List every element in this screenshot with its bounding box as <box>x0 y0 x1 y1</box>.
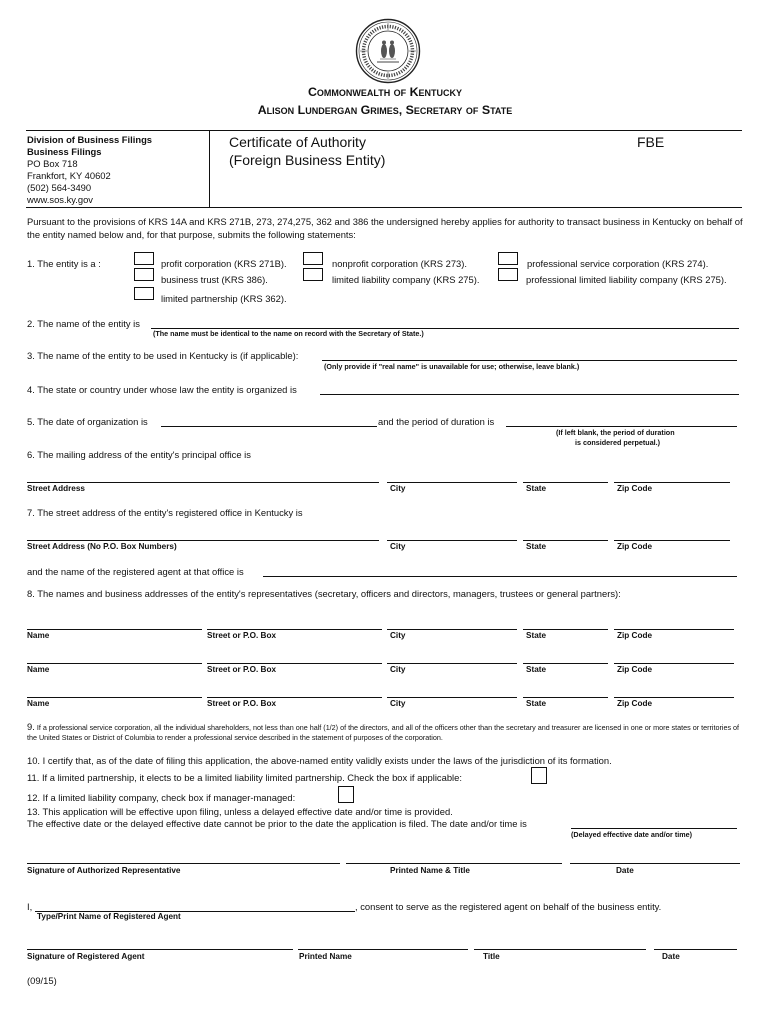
registered-agent-name-field[interactable] <box>263 576 737 577</box>
rep1-street-field[interactable] <box>207 629 382 630</box>
office-website: www.sos.ky.gov <box>27 194 93 205</box>
rep3-label-street: Street or P.O. Box <box>207 699 277 708</box>
s2-note: (The name must be identical to the name on record with the Secretary of State.) <box>153 329 424 338</box>
label-printed-name: Printed Name <box>299 952 352 961</box>
label-agent-signature: Signature of Registered Agent <box>27 952 145 961</box>
rep3-name-field[interactable] <box>27 697 202 698</box>
agent-signature-field[interactable] <box>27 949 293 950</box>
registered-state-field[interactable] <box>523 540 608 541</box>
label-street-no-po: Street Address (No P.O. Box Numbers) <box>27 542 177 551</box>
form-subtitle: (Foreign Business Entity) <box>229 152 386 168</box>
rep1-name-field[interactable] <box>27 629 202 630</box>
office-city: Frankfort, KY 40602 <box>27 170 111 181</box>
label-city-2: City <box>390 542 406 551</box>
s5-note-2: is considered perpetual.) <box>575 438 661 447</box>
label-street-address: Street Address <box>27 484 85 493</box>
intro-text: Pursuant to the provisions of KRS 14A and KRS 271B, 273, 274,275, 362 and 386 the undersigned hereby applies for authority to transact business in Kentucky on behalf of the entity named below and, for that purpose, submits the following statements: <box>27 216 743 240</box>
registered-zip-field[interactable] <box>614 540 730 541</box>
rep2-label-name: Name <box>27 665 50 674</box>
agent-title-field[interactable] <box>474 949 646 950</box>
s5-note-1: (If left blank, the period of duration <box>556 428 675 437</box>
s13-line1: 13. This application will be effective upon filing, unless a delayed effective date and/or time is provided. <box>27 806 453 817</box>
rep1-label-zip: Zip Code <box>617 631 653 640</box>
checkbox-limited-liability-company[interactable] <box>303 268 323 281</box>
rep2-label-state: State <box>526 665 547 674</box>
rep1-label-state: State <box>526 631 547 640</box>
agent-printed-name-field[interactable] <box>298 949 468 950</box>
duration-field[interactable] <box>506 426 737 427</box>
mailing-city-field[interactable] <box>387 482 517 483</box>
label-state: State <box>526 484 547 493</box>
mailing-zip-field[interactable] <box>614 482 730 483</box>
s11-text: 11. If a limited partnership, it elects to be a limited liability limited partnership. Check the box if applicable: <box>27 772 462 783</box>
option-professional-service-corporation: professional service corporation (KRS 274). <box>527 258 709 269</box>
office-bottom-rule <box>26 207 742 208</box>
checkbox-nonprofit-corporation[interactable] <box>303 252 323 265</box>
agent-line-label: and the name of the registered agent at that office is <box>27 566 244 577</box>
authorized-printed-name-field[interactable] <box>346 863 562 864</box>
rep3-street-field[interactable] <box>207 697 382 698</box>
unit-name: Business Filings <box>27 146 102 157</box>
office-divider <box>209 131 210 207</box>
rep2-zip-field[interactable] <box>614 663 734 664</box>
rep2-state-field[interactable] <box>523 663 608 664</box>
checkbox-professional-service-corporation[interactable] <box>498 252 518 265</box>
s1-label: 1. The entity is a : <box>27 258 101 269</box>
s5-mid: and the period of duration is <box>378 416 495 427</box>
label-title: Title <box>483 952 500 961</box>
office-phone: (502) 564-3490 <box>27 182 92 193</box>
checkbox-manager-managed[interactable] <box>338 786 354 803</box>
rep2-street-field[interactable] <box>207 663 382 664</box>
s13-note: (Delayed effective date and/or time) <box>571 830 693 839</box>
rep3-label-state: State <box>526 699 547 708</box>
rep1-zip-field[interactable] <box>614 629 734 630</box>
rep3-label-zip: Zip Code <box>617 699 653 708</box>
option-professional-llc: professional limited liability company (KRS 275). <box>526 274 727 285</box>
mailing-street-field[interactable] <box>27 482 379 483</box>
registered-street-field[interactable] <box>27 540 379 541</box>
authorized-signature-field[interactable] <box>27 863 340 864</box>
label-authorized-signature: Signature of Authorized Representative <box>27 866 181 875</box>
s4-label: 4. The state or country under whose law the entity is organized is <box>27 384 297 395</box>
option-profit-corporation: profit corporation (KRS 271B). <box>161 258 287 269</box>
organization-date-field[interactable] <box>161 426 377 427</box>
s13-line2: The effective date or the delayed effective date cannot be prior to the date the application is filed. The date and/or time is <box>27 818 527 829</box>
consent-text: , consent to serve as the registered agent on behalf of the business entity. <box>355 901 662 912</box>
option-business-trust: business trust (KRS 386). <box>161 274 268 285</box>
rep1-city-field[interactable] <box>387 629 517 630</box>
label-date-1: Date <box>616 866 634 875</box>
checkbox-profit-corporation[interactable] <box>134 252 154 265</box>
form-code: FBE <box>637 134 665 150</box>
po-box: PO Box 718 <box>27 158 78 169</box>
rep1-label-city: City <box>390 631 406 640</box>
label-city: City <box>390 484 406 493</box>
rep2-label-zip: Zip Code <box>617 665 653 674</box>
registered-city-field[interactable] <box>387 540 517 541</box>
kentucky-name-field[interactable] <box>322 360 737 361</box>
consent-prefix: I, <box>27 901 33 912</box>
organized-state-field[interactable] <box>320 394 739 395</box>
s7-label: 7. The street address of the entity's registered office in Kentucky is <box>27 507 303 518</box>
option-nonprofit-corporation: nonprofit corporation (KRS 273). <box>332 258 467 269</box>
label-zip: Zip Code <box>617 484 653 493</box>
rep3-label-city: City <box>390 699 406 708</box>
label-printed-name-title: Printed Name & Title <box>390 866 470 875</box>
rep2-label-street: Street or P.O. Box <box>207 665 277 674</box>
division-name: Division of Business Filings <box>27 134 153 145</box>
checkbox-professional-llc[interactable] <box>498 268 518 281</box>
agent-date-field[interactable] <box>654 949 737 950</box>
mailing-state-field[interactable] <box>523 482 608 483</box>
rep3-label-name: Name <box>27 699 50 708</box>
checkbox-business-trust[interactable] <box>134 268 154 281</box>
s12-text: 12. If a limited liability company, check box if manager-managed: <box>27 792 296 803</box>
header-commonwealth: Commonwealth of Kentucky <box>307 85 463 99</box>
rep3-city-field[interactable] <box>387 697 517 698</box>
rep2-city-field[interactable] <box>387 663 517 664</box>
rep1-label-street: Street or P.O. Box <box>207 631 277 640</box>
rep3-state-field[interactable] <box>523 697 608 698</box>
s5-label: 5. The date of organization is <box>27 416 148 427</box>
s9-body: If a professional service corporation, all the individual shareholders, not less than one half (1/2) of the directors, and all of the officers other than the secretary and treasurer are licensed in one or more states or territories of the United States or District of Columbia to render a professional service described in the statement of purposes of the corporation. <box>27 723 740 742</box>
rep2-name-field[interactable] <box>27 663 202 664</box>
delayed-date-field[interactable] <box>571 828 737 829</box>
s8-label: 8. The names and business addresses of the entity's representatives (secretary, officers and directors, managers, trustees or general partners): <box>27 588 621 599</box>
top-rule <box>26 130 742 131</box>
rep1-state-field[interactable] <box>523 629 608 630</box>
authorized-date-field[interactable] <box>570 863 740 864</box>
option-limited-partnership: limited partnership (KRS 362). <box>161 293 287 304</box>
checkbox-limited-partnership[interactable] <box>134 287 154 300</box>
option-limited-liability-company: limited liability company (KRS 275). <box>332 274 480 285</box>
s10-text: 10. I certify that, as of the date of filing this application, the above-named entity validly exists under the laws of the jurisdiction of its formation. <box>27 755 612 766</box>
s2-label: 2. The name of the entity is <box>27 318 140 329</box>
label-type-print-agent: Type/Print Name of Registered Agent <box>37 912 181 921</box>
revision-date: (09/15) <box>27 975 57 986</box>
label-zip-2: Zip Code <box>617 542 653 551</box>
s3-note: (Only provide if "real name" is unavailable for use; otherwise, leave blank.) <box>324 362 580 371</box>
rep1-label-name: Name <box>27 631 50 640</box>
checkbox-lllp[interactable] <box>531 767 547 784</box>
form-title: Certificate of Authority <box>229 134 366 150</box>
s9-text <box>27 722 743 743</box>
label-state-2: State <box>526 542 547 551</box>
rep3-zip-field[interactable] <box>614 697 734 698</box>
rep2-label-city: City <box>390 665 406 674</box>
label-date-2: Date <box>662 952 680 961</box>
header-secretary: Alison Lundergan Grimes, Secretary of State <box>257 103 513 117</box>
s3-label: 3. The name of the entity to be used in Kentucky is (if applicable): <box>27 350 299 361</box>
state-seal <box>355 18 421 84</box>
s9-number: 9. <box>27 721 35 732</box>
s6-label: 6. The mailing address of the entity's principal office is <box>27 449 251 460</box>
